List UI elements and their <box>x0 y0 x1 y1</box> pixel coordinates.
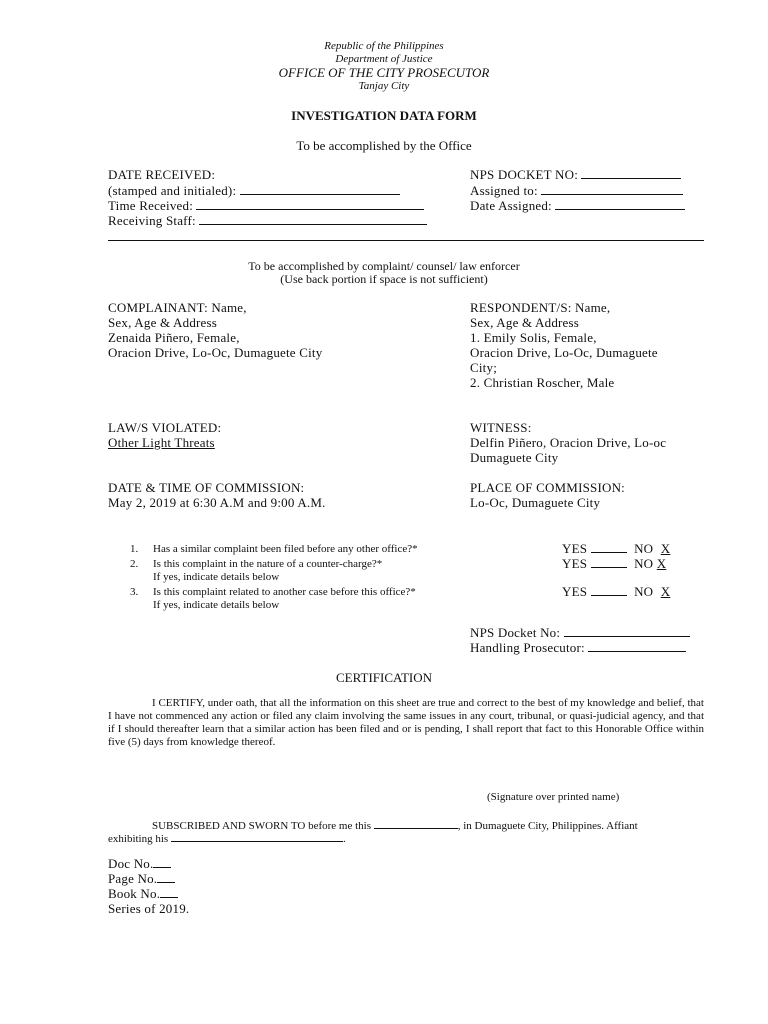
commission-place-label: PLACE OF COMMISSION: <box>470 480 625 495</box>
book-no-label: Book No. <box>108 886 161 901</box>
question-1-no-mark[interactable]: X <box>660 541 671 556</box>
nps-docket-blank[interactable] <box>581 167 681 179</box>
respondent-line-1: 1. Emily Solis, Female, <box>470 330 597 345</box>
date-received-label: DATE RECEIVED: <box>108 167 216 182</box>
question-1-answer <box>562 541 670 557</box>
jurat-part-1: SUBSCRIBED AND SWORN TO before me this <box>152 820 371 832</box>
commission-place-value: Lo-Oc, Dumaguete City <box>470 495 601 510</box>
respondent-line-4: 2. Christian Roscher, Male <box>470 375 615 390</box>
question-3-answer <box>562 584 670 600</box>
witness-line-1: Delfin Piñero, Oracion Drive, Lo-oc <box>470 435 667 450</box>
question-2-text: Is this complaint in the nature of a counter-charge?* <box>153 558 383 570</box>
series-label: Series of 2019. <box>108 901 190 916</box>
complainant-label: COMPLAINANT: Name, <box>108 300 247 315</box>
page-no-blank[interactable] <box>157 871 175 883</box>
jurat-part-2: , in Dumaguete City, Philippines. Affiant <box>457 820 638 832</box>
docket-no-blank[interactable] <box>564 625 690 637</box>
question-3-num: 3. <box>130 586 139 598</box>
jurat-line-2: exhibiting his . <box>108 833 346 845</box>
question-1-yes-blank[interactable] <box>591 541 627 553</box>
witness-line-2: Dumaguete City <box>470 450 559 465</box>
question-1-no-label: NO <box>634 541 654 556</box>
nps-docket-row <box>470 167 681 183</box>
question-2-answer <box>562 556 666 572</box>
doc-no-row <box>108 856 171 872</box>
question-2-no-mark[interactable]: X <box>656 556 667 571</box>
stamped-label: (stamped and initialed): <box>108 183 237 198</box>
question-2-yes-label: YES <box>562 556 588 571</box>
handling-prosecutor-row <box>470 640 686 656</box>
section-divider <box>108 240 704 241</box>
book-no-blank[interactable] <box>160 886 178 898</box>
complainant-address: Oracion Drive, Lo-Oc, Dumaguete City <box>108 345 323 360</box>
handling-prosecutor-blank[interactable] <box>588 640 686 652</box>
jurat-part-3: exhibiting his <box>108 833 169 845</box>
certification-body: I CERTIFY, under oath, that all the information on this sheet are true and correct to the best of my knowledge and belief, that I have not commenced any action or filed any claim involving the same issues in any court, tribunal, or quasi-judicial agency, and that if I should thereafter learn that a similar action has been filed and or is pending, I shall report that fact to this Honorable Office within five (5) days from knowledge thereof. <box>108 697 704 748</box>
assigned-to-row <box>470 183 683 199</box>
jurat-date-blank[interactable] <box>374 819 458 829</box>
handling-prosecutor-label: Handling Prosecutor: <box>470 640 585 655</box>
date-assigned-row <box>470 198 685 214</box>
question-1-num: 1. <box>130 543 139 555</box>
office-subtitle: To be accomplished by the Office <box>296 138 472 153</box>
certification-title: CERTIFICATION <box>336 670 432 685</box>
page-no-label: Page No. <box>108 871 158 886</box>
header-office: OFFICE OF THE CITY PROSECUTOR <box>278 65 490 80</box>
signature-caption: (Signature over printed name) <box>487 791 620 803</box>
stamped-blank[interactable] <box>240 183 400 195</box>
witness-label: WITNESS: <box>470 420 532 435</box>
question-2-num: 2. <box>130 558 139 570</box>
form-title: INVESTIGATION DATA FORM <box>291 108 477 123</box>
question-1-text: Has a similar complaint been filed before any other office?* <box>153 543 418 555</box>
docket-no-label: NPS Docket No: <box>470 625 561 640</box>
question-1-yes-label: YES <box>562 541 588 556</box>
time-received-row <box>108 198 424 214</box>
page-no-row <box>108 871 175 887</box>
complainant-label-2: Sex, Age & Address <box>108 315 218 330</box>
time-received-blank[interactable] <box>196 198 424 210</box>
doc-no-label: Doc No. <box>108 856 154 871</box>
commission-date-label: DATE & TIME OF COMMISSION: <box>108 480 305 495</box>
header-city: Tanjay City <box>358 80 410 92</box>
time-received-label: Time Received: <box>108 198 194 213</box>
complainant-subtitle-2: (Use back portion if space is not sufficient) <box>280 272 488 286</box>
receiving-staff-label: Receiving Staff: <box>108 213 196 228</box>
question-3-no-mark[interactable]: X <box>660 584 671 599</box>
complainant-subtitle-1: To be accomplished by complaint/ counsel/ law enforcer <box>248 259 520 273</box>
date-assigned-label: Date Assigned: <box>470 198 552 213</box>
laws-value: Other Light Threats <box>108 435 215 450</box>
question-2-sub: If yes, indicate details below <box>153 571 280 583</box>
commission-date-value: May 2, 2019 at 6:30 A.M and 9:00 A.M. <box>108 495 326 510</box>
book-no-row <box>108 886 178 902</box>
respondent-label: RESPONDENT/S: Name, <box>470 300 611 315</box>
question-3-sub: If yes, indicate details below <box>153 599 280 611</box>
question-3-text: Is this complaint related to another case before this office?* <box>153 586 416 598</box>
respondent-line-2: Oracion Drive, Lo-Oc, Dumaguete <box>470 345 658 360</box>
stamped-row <box>108 183 400 199</box>
question-3-yes-blank[interactable] <box>591 584 627 596</box>
receiving-staff-row <box>108 213 427 229</box>
date-assigned-blank[interactable] <box>555 198 685 210</box>
docket-no-row <box>470 625 690 641</box>
question-3-no-label: NO <box>634 584 654 599</box>
receiving-staff-blank[interactable] <box>199 213 427 225</box>
header-republic: Republic of the Philippines <box>324 40 444 52</box>
jurat-line-1 <box>152 819 638 832</box>
assigned-to-blank[interactable] <box>541 183 683 195</box>
header-department: Department of Justice <box>335 53 433 65</box>
complainant-name: Zenaida Piñero, Female, <box>108 330 240 345</box>
question-2-yes-blank[interactable] <box>591 556 627 568</box>
jurat-id-blank[interactable] <box>171 832 343 842</box>
question-2-no-label: NO <box>634 556 654 571</box>
nps-docket-label: NPS DOCKET NO: <box>470 167 579 182</box>
question-3-yes-label: YES <box>562 584 588 599</box>
doc-no-blank[interactable] <box>153 856 171 868</box>
respondent-line-3: City; <box>470 360 498 375</box>
assigned-to-label: Assigned to: <box>470 183 538 198</box>
respondent-label-2: Sex, Age & Address <box>470 315 580 330</box>
laws-label: LAW/S VIOLATED: <box>108 420 222 435</box>
